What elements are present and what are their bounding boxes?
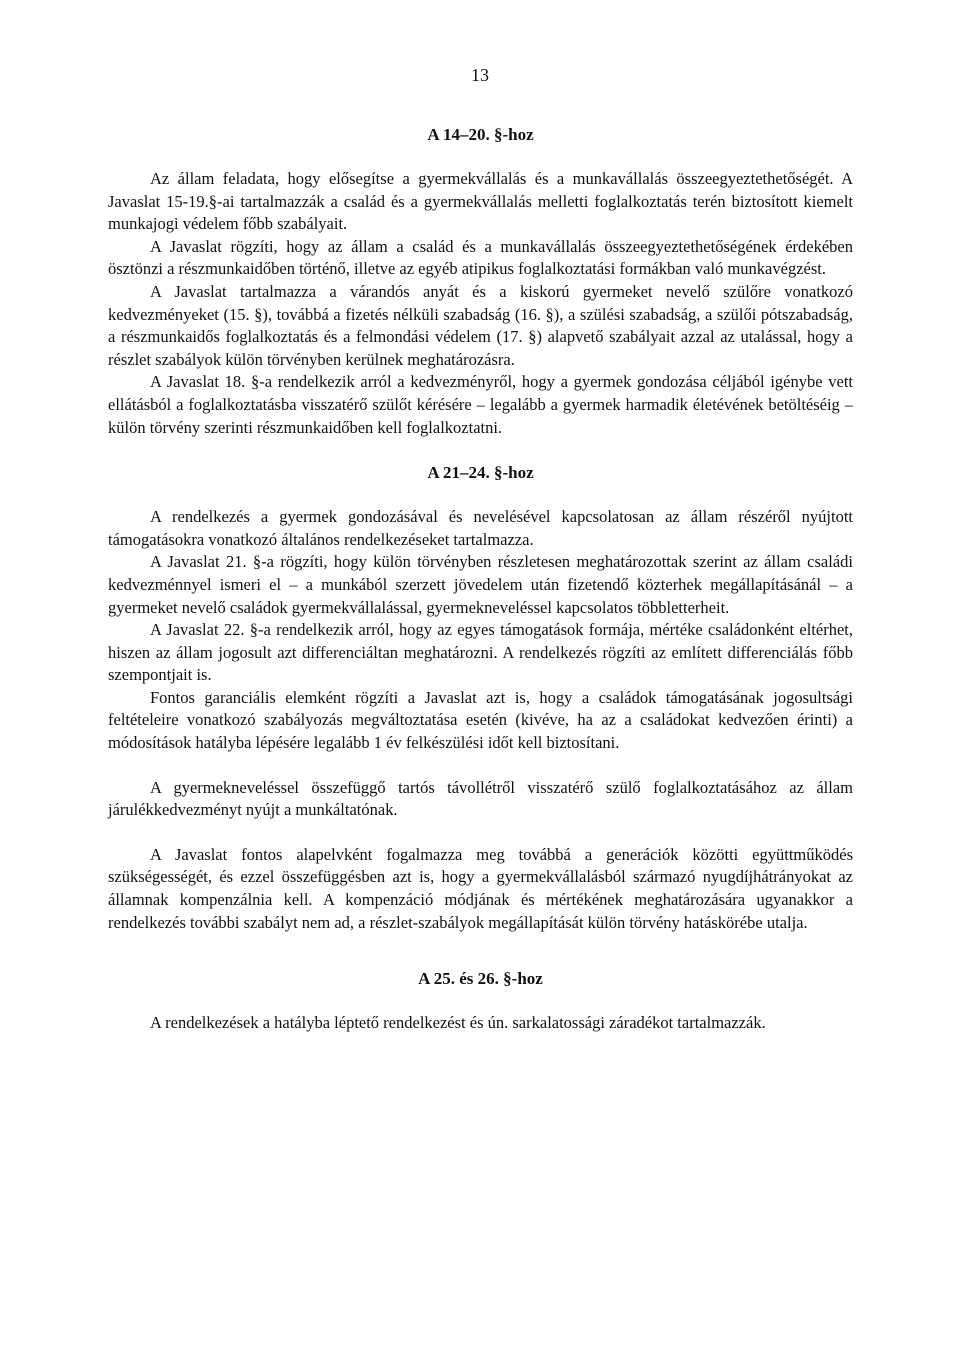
paragraph: A Javaslat 22. §-a rendelkezik arról, hogy az egyes támogatások formája, mértéke családonként eltérhet, hiszen az állam jogosult azt differenciáltan meghatározni. A rendelkezés rögzíti az említett differenciálás főbb szempontjait is. <box>108 620 853 685</box>
section-heading: A 25. és 26. §-hoz <box>418 969 543 989</box>
document-body <box>108 124 853 1035</box>
paragraph: A Javaslat 18. §-a rendelkezik arról a kedvezményről, hogy a gyermek gondozása céljából igénybe vett ellátásból a foglalkoztatásba visszatérő szülőt kérésére – legalább a gyermek harmadik életévének betöltéséig – külön törvény szerinti részmunkaidőben kell foglalkoztatni. <box>108 372 853 437</box>
paragraph: A Javaslat fontos alapelvként fogalmazza meg továbbá a generációk közötti együttműködés szükségességét, és ezzel összefüggésben azt is, hogy a gyermekvállalásból származó nyugdíjhátrányokat az államnak kompenzálnia kell. A kompenzáció módjának és mértékének meghatározására ugyanakkor a rendelkezés további szabályt nem ad, a részlet-szabályok megállapítását külön törvény hatáskörébe utalja. <box>108 844 853 932</box>
section-heading: A 14–20. §-hoz <box>427 125 534 144</box>
paragraph: A rendelkezések a hatályba léptető rendelkezést és ún. sarkalatossági záradékot tartalmazzák. <box>150 1013 766 1033</box>
paragraph: A gyermekneveléssel összefüggő tartós távollétről visszatérő szülő foglalkoztatásához az állam járulékkedvezményt nyújt a munkáltatónak. <box>108 777 853 820</box>
paragraph: Az állam feladata, hogy elősegítse a gyermekvállalás és a munkavállalás összeegyeztethetőségét. A Javaslat 15-19.§-ai tartalmazzák a család és a gyermekvállalás melletti foglalkoztatás terén biztosított kiemelt munkajogi védelem főbb szabályait. <box>108 169 853 234</box>
paragraph: A Javaslat rögzíti, hogy az állam a család és a munkavállalás összeegyeztethetőségének érdekében ösztönzi a részmunkaidőben történő, illetve az egyéb atipikus foglalkoztatási formákban való munkavégzést. <box>108 236 853 279</box>
page-number: 13 <box>471 65 489 85</box>
paragraph: A Javaslat 21. §-a rögzíti, hogy külön törvényben részletesen meghatározottak szerint az állam családi kedvezménnyel ismeri el – a munkából szerzett jövedelem után fizetendő közterhek megállapításánál – a gyermeket nevelő családok gyermekvállalással, gyermekneveléssel kapcsolatos többletterheit. <box>108 552 853 617</box>
paragraph: Fontos garanciális elemként rögzíti a Javaslat azt is, hogy a családok támogatásának jogosultsági feltételeire vonatkozó szabályozás megváltoztatása esetén (kivéve, ha az a családokat kedvezően érinti) a módosítások hatályba lépésére legalább 1 év felkészülési időt kell biztosítani. <box>108 687 853 753</box>
section-heading: A 21–24. §-hoz <box>427 463 534 483</box>
paragraph: A Javaslat tartalmazza a várandós anyát és a kiskorú gyermeket nevelő szülőre vonatkozó kedvezményeket (15. §), továbbá a fizetés nélküli szabadság (16. §), a szülési szabadság, a szülői pótszabadság, a részmunkaidős foglalkoztatás és a felmondási védelem (17. §) alapvető szabályait azzal az utalással, hogy a részlet szabályok külön törvényben kerülnek meghatározásra. <box>108 281 853 369</box>
paragraph: A rendelkezés a gyermek gondozásával és nevelésével kapcsolatosan az állam részéről nyújtott támogatásokra vonatkozó általános rendelkezéseket tartalmazza. <box>108 507 853 549</box>
